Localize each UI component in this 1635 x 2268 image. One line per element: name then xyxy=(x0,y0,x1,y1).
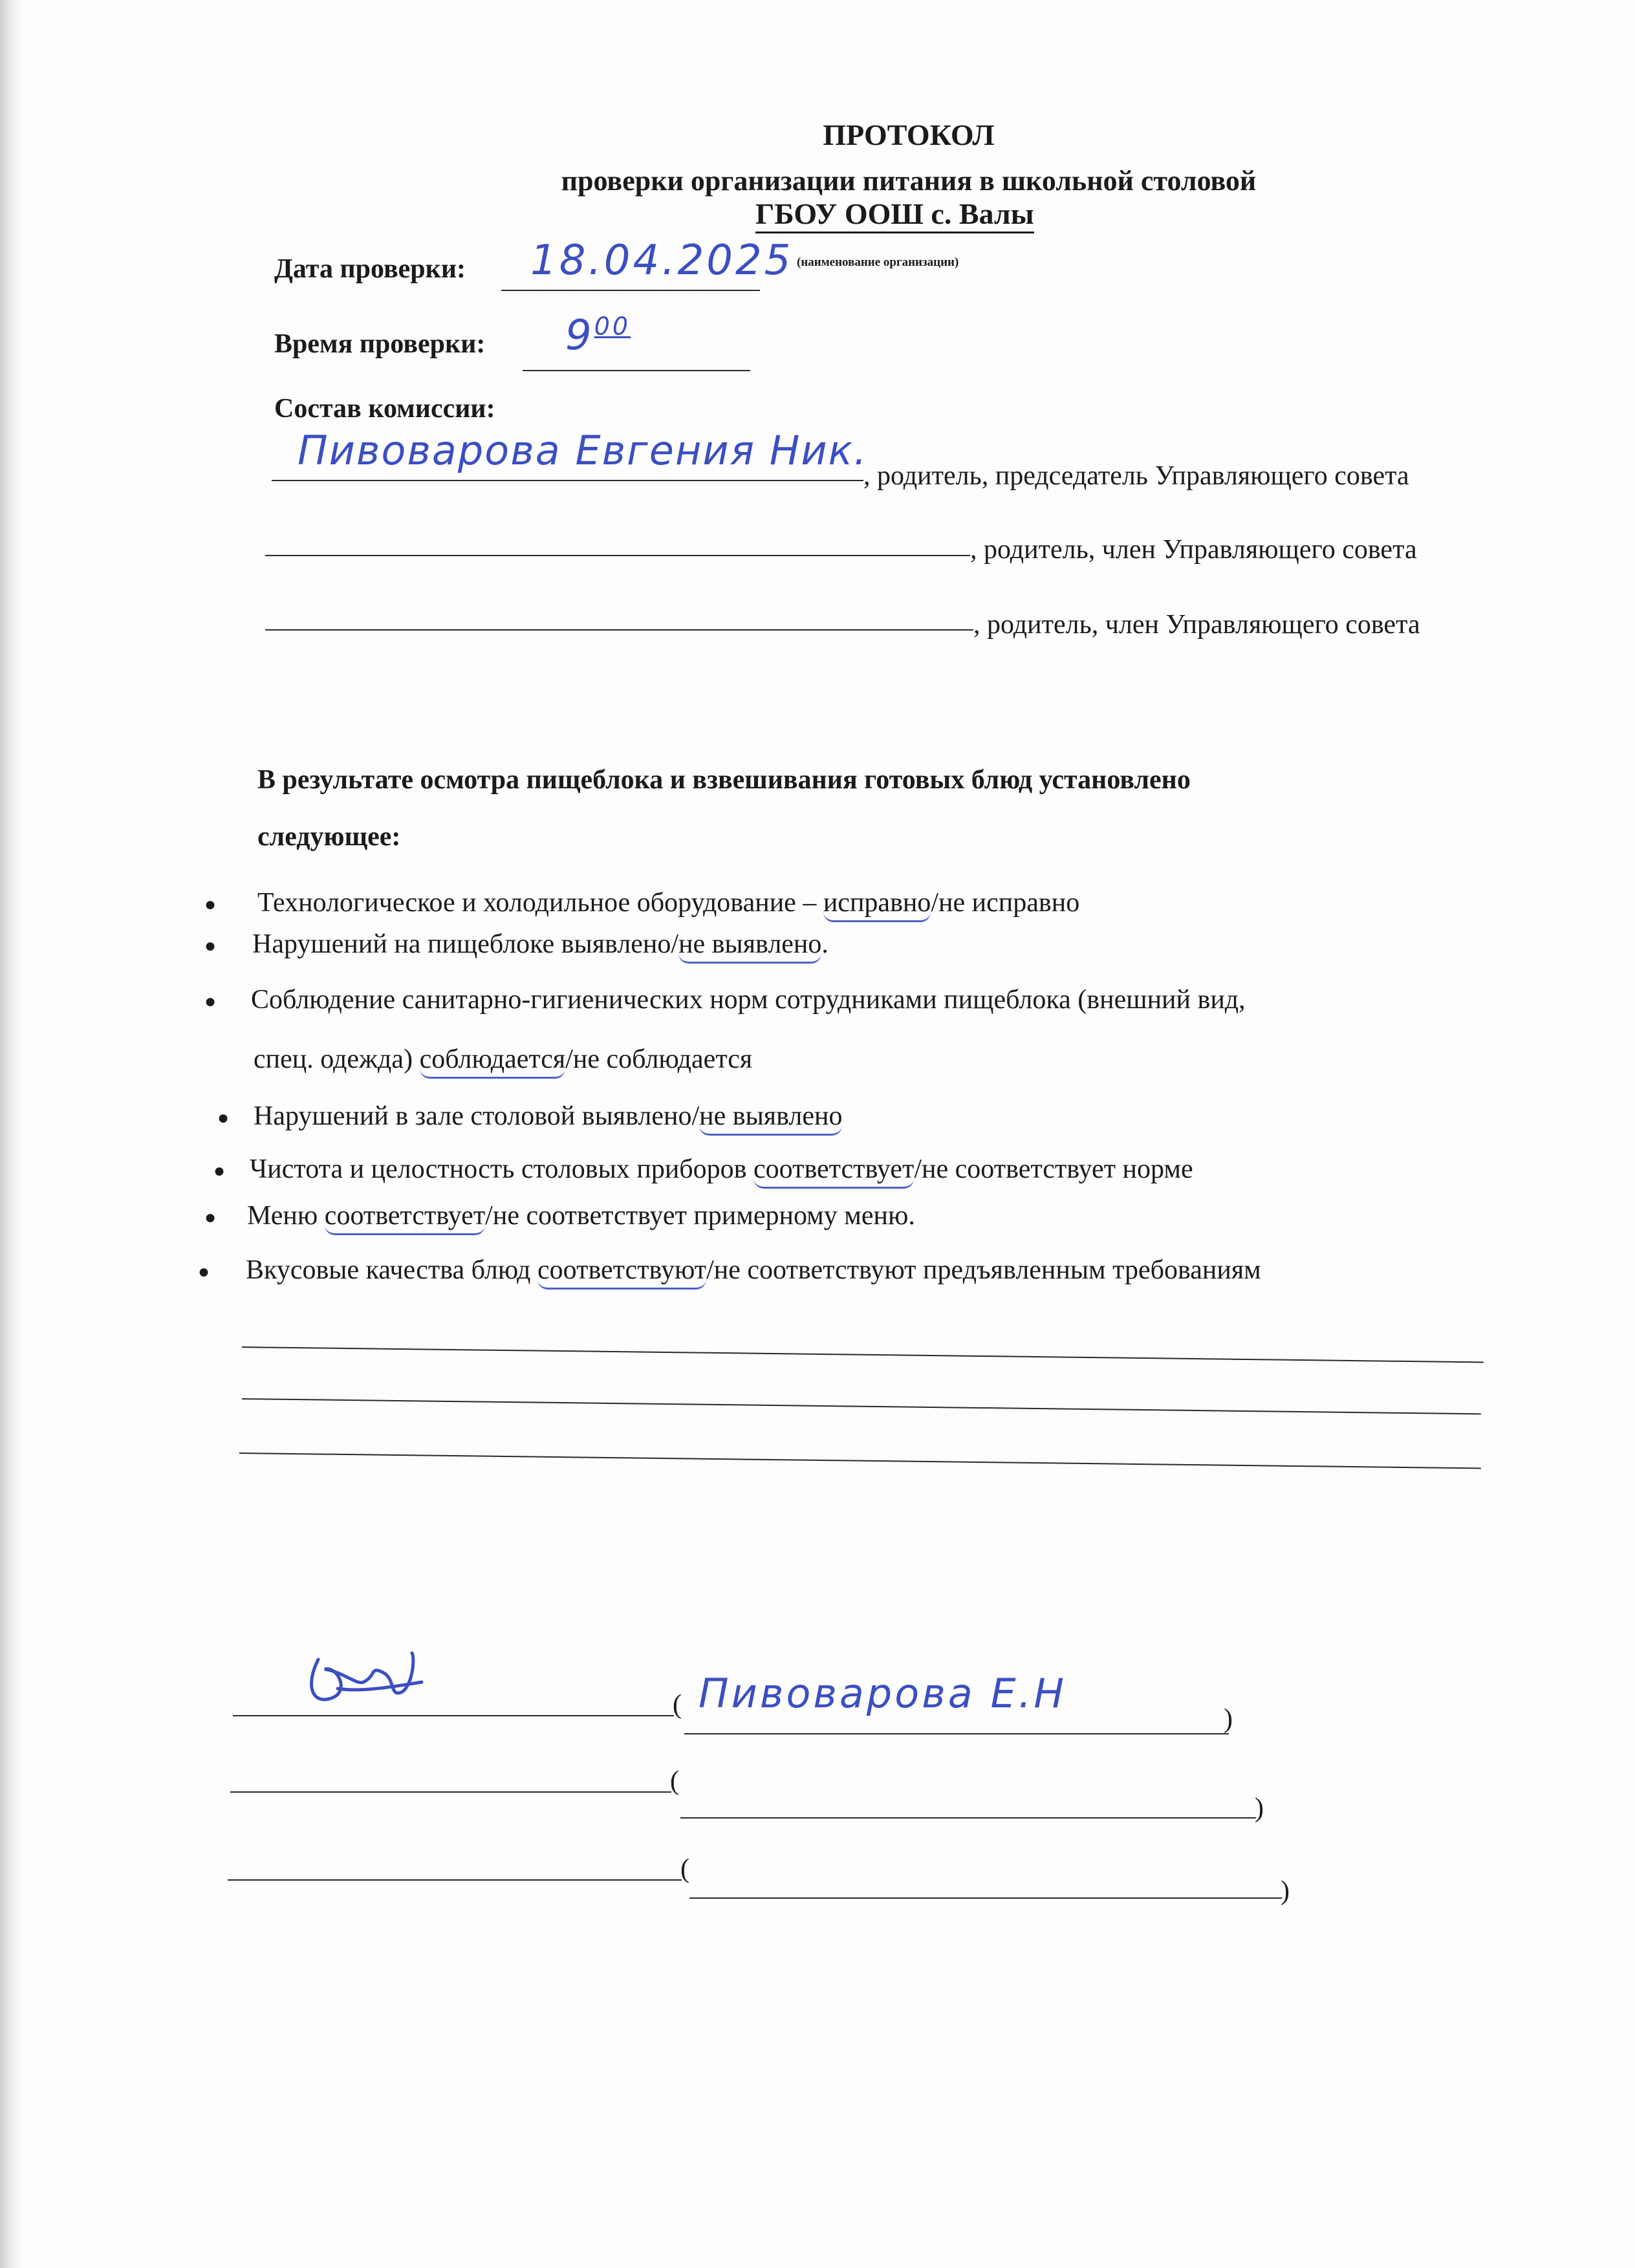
document-title: ПРОТОКОЛ xyxy=(823,118,995,151)
document-subtitle: проверки организации питания в школьной столовой xyxy=(561,165,1257,197)
result-item-taste: Вкусовые качества блюд соответствуют/не соответствуют предъявленным требованиям xyxy=(246,1255,1261,1286)
result-item-cutlery: Чистота и целостность столовых приборов соответствует/не соответствует норме xyxy=(250,1154,1193,1185)
date-label: Дата проверки: xyxy=(274,254,466,284)
note-line-3 xyxy=(239,1453,1481,1469)
signature-2-name-line xyxy=(680,1817,1256,1819)
time-underline xyxy=(523,370,750,371)
note-line-1 xyxy=(242,1346,1484,1363)
signature-3-line xyxy=(228,1879,682,1881)
bullet-icon: ● xyxy=(204,991,217,1012)
signature-3-open-paren: ( xyxy=(680,1854,689,1884)
time-value-handwritten: $9^{00}$ xyxy=(565,312,631,360)
signature-1-name-line xyxy=(684,1733,1229,1734)
bullet-icon: ● xyxy=(198,1261,210,1282)
results-intro-line2: следующее: xyxy=(257,822,401,852)
note-line-2 xyxy=(242,1398,1481,1414)
result-item-dining-violations: Нарушений в зале столовой выявлено/не выявлено xyxy=(254,1101,842,1132)
signature-2-line xyxy=(230,1791,671,1793)
member-2-underline xyxy=(265,555,970,556)
result-item-sanitary-line2: спец. одежда) соблюдается/не соблюдается xyxy=(254,1044,752,1075)
date-value-handwritten: 18.04.2025 xyxy=(530,237,794,285)
signature-2-open-paren: ( xyxy=(670,1766,679,1796)
bullet-icon: ● xyxy=(204,935,217,956)
commission-label: Состав комиссии: xyxy=(274,394,495,424)
signature-3-close-paren: ) xyxy=(1281,1876,1290,1906)
date-underline xyxy=(501,290,760,291)
signature-1-open-paren: ( xyxy=(673,1690,682,1720)
result-item-kitchen-violations: Нарушений на пищеблоке выявлено/не выявлено. xyxy=(252,929,828,960)
signature-1-close-paren: ) xyxy=(1224,1704,1233,1734)
result-item-menu: Меню соответствует/не соответствует примерному меню. xyxy=(247,1200,915,1231)
bullet-icon: ● xyxy=(217,1107,230,1129)
member-3-role: , родитель, член Управляющего совета xyxy=(973,610,1420,640)
signature-1-name-handwritten: Пивоварова Е.Н xyxy=(698,1670,1067,1717)
member-1-name-handwritten: Пивоварова Евгения Ник. xyxy=(298,427,868,474)
result-item-equipment: Технологическое и холодильное оборудование – исправно/не исправно xyxy=(257,887,1079,918)
organization-caption: (наименование организации) xyxy=(797,255,959,269)
member-1-underline xyxy=(272,480,863,481)
results-intro-line1: В результате осмотра пищеблока и взвешивания готовых блюд установлено xyxy=(257,765,1191,795)
member-1-role: , родитель, председатель Управляющего совета xyxy=(863,461,1409,491)
member-3-underline xyxy=(265,629,973,631)
bullet-icon: ● xyxy=(213,1160,226,1182)
organization-name: ГБОУ ООШ с. Валы xyxy=(755,197,1034,231)
time-label: Время проверки: xyxy=(274,329,486,359)
member-2-role: , родитель, член Управляющего совета xyxy=(970,535,1417,565)
scan-edge-shadow xyxy=(0,0,22,2268)
result-item-sanitary-line1: Соблюдение санитарно-гигиенических норм сотрудниками пищеблока (внешний вид, xyxy=(251,985,1246,1015)
signature-3-name-line xyxy=(689,1897,1282,1899)
signature-2-close-paren: ) xyxy=(1255,1793,1264,1823)
bullet-icon: ● xyxy=(204,894,217,915)
bullet-icon: ● xyxy=(204,1207,217,1228)
signature-1-handwritten-icon xyxy=(299,1647,441,1721)
